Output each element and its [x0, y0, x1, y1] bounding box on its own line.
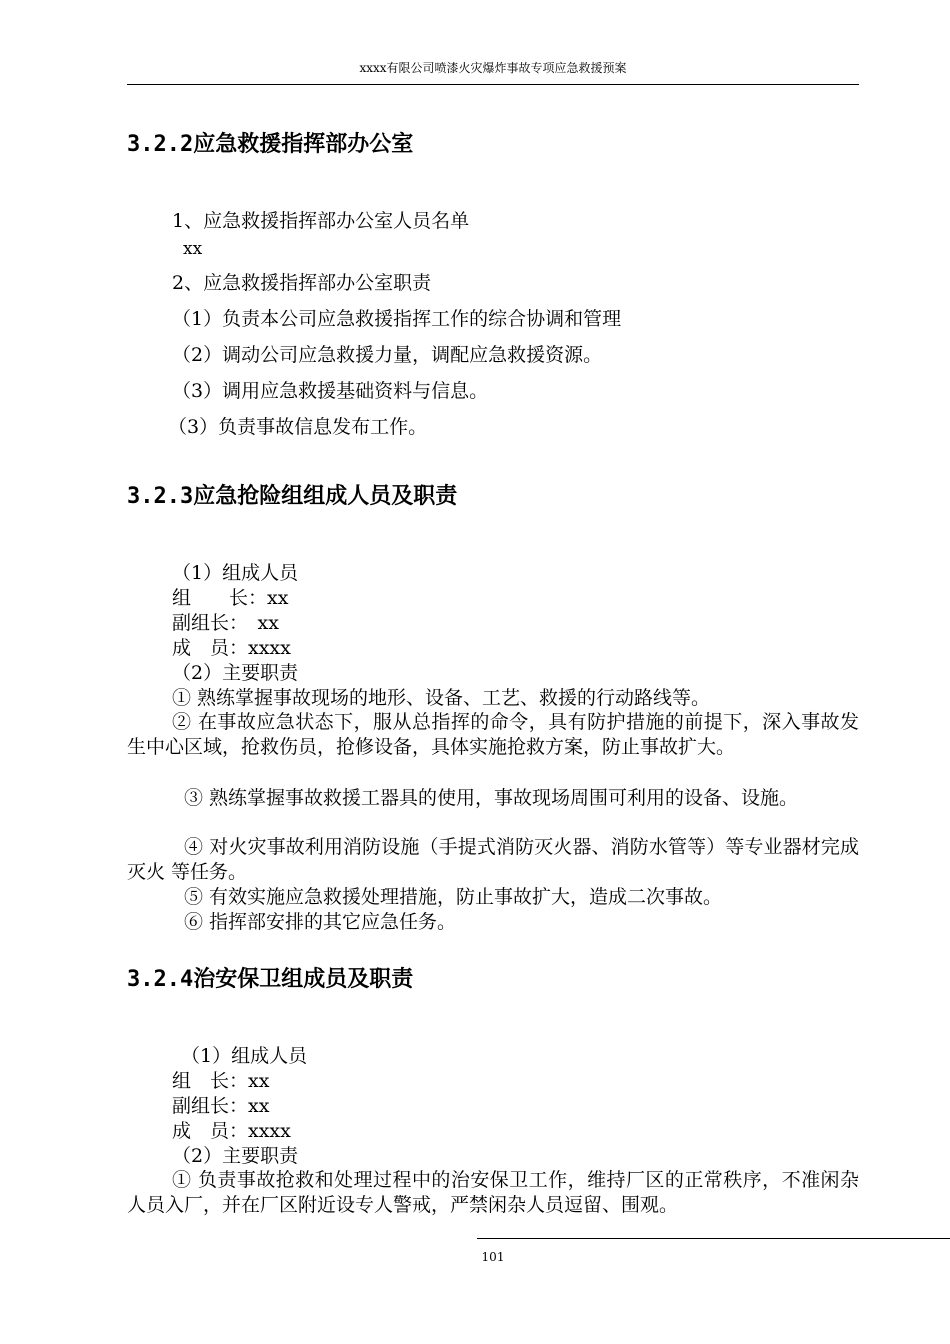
header-title: xxxx有限公司喷漆火灾爆炸事故专项应急救援预案: [359, 61, 627, 75]
rescue-duty-1: ① 熟练掌握事故现场的地形、设备、工艺、救援的行动路线等。: [172, 687, 711, 709]
rescue-members-title: （1）组成人员: [172, 562, 299, 584]
security-duties-title: （2）主要职责: [172, 1145, 299, 1167]
page-number: 101: [481, 1250, 505, 1264]
footer-rule: [477, 1238, 950, 1239]
rescue-duty-3: ③ 熟练掌握事故救援工器具的使用，事故现场周围可利用的设备、设施。: [184, 787, 799, 809]
security-duty-1: ① 负责事故抢救和处理过程中的治安保卫工作，维持厂区的正常秩序，不准闲杂人员入厂，并在厂区附近设专人警戒，严禁闲杂人员逗留、围观。: [127, 1169, 859, 1216]
office-duty-2: （2）调动公司应急救援力量，调配应急救援资源。: [172, 344, 603, 366]
section-heading-3-2-4: 3.2.4治安保卫组成员及职责: [127, 967, 414, 992]
office-duty-1: （1）负责本公司应急救援指挥工作的综合协调和管理: [172, 308, 622, 330]
office-duties-item: 2、应急救援指挥部办公室职责: [172, 272, 432, 294]
header-rule: [127, 84, 859, 85]
rescue-duty-4: ④ 对火灾事故利用消防设施（手提式消防灭火器、消防水管等）等专业器材完成灭火 等任务。: [127, 836, 859, 883]
security-members: 成 员：xxxx: [172, 1120, 291, 1142]
section-heading-3-2-3: 3.2.3应急抢险组组成人员及职责: [127, 484, 458, 509]
rescue-duty-6: ⑥ 指挥部安排的其它应急任务。: [184, 911, 457, 933]
office-duty-4: （3）负责事故信息发布工作。: [168, 416, 428, 438]
rescue-duty-5: ⑤ 有效实施应急救援处理措施，防止事故扩大，造成二次事故。: [184, 886, 723, 908]
rescue-duty-2: ② 在事故应急状态下，服从总指挥的命令，具有防护措施的前提下，深入事故发生中心区域，抢救伤员，抢修设备，具体实施抢救方案，防止事故扩大。: [127, 711, 859, 758]
rescue-duties-title: （2）主要职责: [172, 662, 299, 684]
rescue-leader: 组 长：xx: [172, 587, 289, 609]
rescue-deputy: 副组长： xx: [172, 612, 279, 634]
rescue-members: 成 员：xxxx: [172, 637, 291, 659]
office-members-value: xx: [183, 239, 203, 259]
office-duty-3: （3）调用应急救援基础资料与信息。: [172, 380, 489, 402]
security-leader: 组 长：xx: [172, 1070, 270, 1092]
office-members-item: 1、应急救援指挥部办公室人员名单: [172, 210, 470, 232]
security-deputy: 副组长：xx: [172, 1095, 270, 1117]
section-heading-3-2-2: 3.2.2应急救援指挥部办公室: [127, 132, 414, 157]
security-members-title: （1）组成人员: [181, 1045, 308, 1067]
